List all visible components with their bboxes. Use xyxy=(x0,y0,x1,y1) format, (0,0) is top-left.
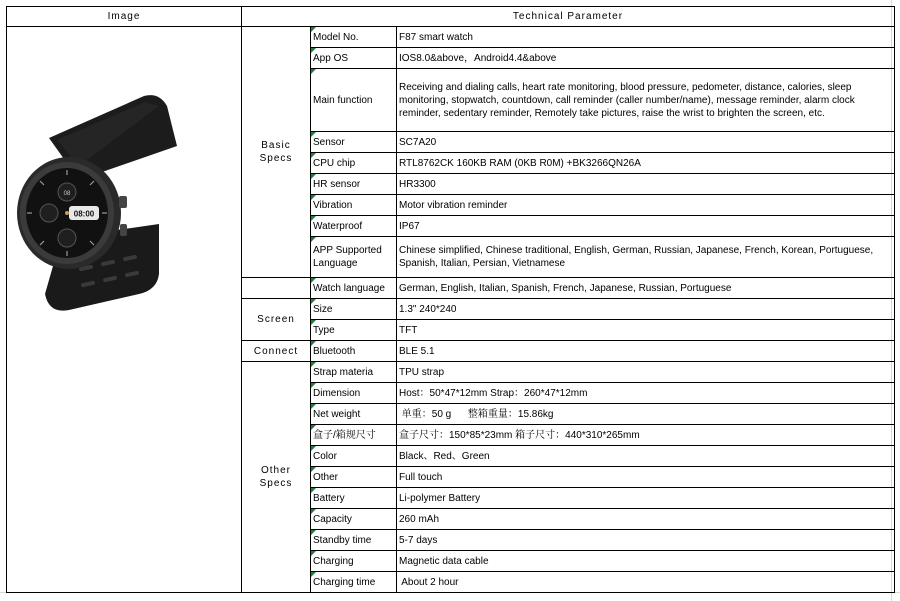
row-label-text: Waterproof xyxy=(313,220,363,232)
row-value: Chinese simplified, Chinese traditional, English, German, Russian, Japanese, French, Korean, Portuguese, Spanish, Italian, Persian, Vietnamese xyxy=(397,237,895,278)
smartwatch-image xyxy=(9,28,239,591)
row-value: IOS8.0&above，Android4.4&above xyxy=(397,48,895,69)
row-label xyxy=(311,341,397,362)
row-label xyxy=(311,174,397,195)
row-label-text: Charging xyxy=(313,555,354,567)
row-value: 260 mAh xyxy=(397,509,895,530)
cell-comment-marker xyxy=(311,551,316,556)
cell-comment-marker xyxy=(311,48,316,53)
row-value: TPU strap xyxy=(397,362,895,383)
row-label xyxy=(311,362,397,383)
row-value: About 2 hour xyxy=(397,572,895,593)
cell-comment-marker xyxy=(311,572,316,577)
row-value: HR3300 xyxy=(397,174,895,195)
subdial-left xyxy=(40,204,58,222)
parameter-column-header: Technical Parameter xyxy=(242,7,895,27)
row-label xyxy=(311,446,397,467)
image-column-header: Image xyxy=(7,7,242,27)
cell-comment-marker xyxy=(311,341,316,346)
crown-button-bottom xyxy=(120,224,127,236)
row-label xyxy=(311,551,397,572)
group-label-screen: Screen xyxy=(242,299,311,341)
crown-button-top xyxy=(119,196,127,208)
row-label-text: Standby time xyxy=(313,534,372,546)
row-label xyxy=(311,467,397,488)
cell-comment-marker xyxy=(311,404,316,409)
cell-comment-marker xyxy=(311,216,316,221)
row-label-text: Charging time xyxy=(313,576,376,588)
row-label-text: 盒子/箱规尺寸 xyxy=(313,429,376,441)
dial-center-pin xyxy=(65,211,69,215)
row-label-text: Other xyxy=(313,471,339,483)
row-label-text: HR sensor xyxy=(313,178,361,190)
row-value: Receiving and dialing calls, heart rate monitoring, blood pressure, pedometer, distance, calories, sleep monitoring, stopwatch, countdown, call reminder (caller number/name), message reminder, alarm clock reminder, sedentary reminder, Remotely take pictures, raise the wrist to brighten the screen, etc. xyxy=(397,69,895,132)
row-label xyxy=(311,383,397,404)
row-label xyxy=(311,132,397,153)
row-value: 5-7 days xyxy=(397,530,895,551)
row-label-text: Dimension xyxy=(313,387,361,399)
spec-table xyxy=(6,6,895,593)
row-label xyxy=(311,425,397,446)
row-label-text: Type xyxy=(313,324,335,336)
row-label xyxy=(311,237,397,278)
cell-comment-marker xyxy=(311,509,316,514)
row-label-text: Strap materia xyxy=(313,366,374,378)
row-value: Li-polymer Battery xyxy=(397,488,895,509)
row-value: F87 smart watch xyxy=(397,27,895,48)
cell-comment-marker xyxy=(311,132,316,137)
cell-comment-marker xyxy=(311,530,316,535)
row-label xyxy=(311,27,397,48)
row-value: IP67 xyxy=(397,216,895,237)
row-label-text: Model No. xyxy=(313,31,359,43)
row-label-text: CPU chip xyxy=(313,157,356,169)
row-label-text: Capacity xyxy=(313,513,352,525)
cell-comment-marker xyxy=(311,69,316,74)
row-label-text: Battery xyxy=(313,492,345,504)
date-display: 08 xyxy=(63,191,71,197)
cell-comment-marker xyxy=(311,362,316,367)
cell-comment-marker xyxy=(311,174,316,179)
group-label-connect: Connect xyxy=(242,341,311,362)
row-value: RTL8762CK 160KB RAM (0KB R0M) +BK3266QN26A xyxy=(397,153,895,174)
group-label-other-specs xyxy=(242,362,311,593)
row-label-text: Net weight xyxy=(313,408,361,420)
header-row xyxy=(7,7,895,27)
row-value: Black、Red、Green xyxy=(397,446,895,467)
row-label-text: Main function xyxy=(313,94,373,106)
row-value: TFT xyxy=(397,320,895,341)
cell-comment-marker xyxy=(311,237,316,242)
table-row xyxy=(7,27,895,48)
row-label xyxy=(311,299,397,320)
cell-comment-marker xyxy=(311,27,316,32)
row-label xyxy=(311,69,397,132)
row-label-text: Sensor xyxy=(313,136,345,148)
row-value: Full touch xyxy=(397,467,895,488)
row-value: Motor vibration reminder xyxy=(397,195,895,216)
row-label xyxy=(311,153,397,174)
cell-comment-marker xyxy=(311,299,316,304)
row-value: 单重：50 g 整箱重量：15.86kg xyxy=(397,404,895,425)
group-label-basic-specs xyxy=(242,27,311,278)
row-label xyxy=(311,320,397,341)
row-label xyxy=(311,509,397,530)
cell-comment-marker xyxy=(311,278,316,283)
row-label xyxy=(311,488,397,509)
cell-comment-marker xyxy=(311,383,316,388)
cell-comment-marker xyxy=(311,467,316,472)
row-label-text: Watch language xyxy=(313,282,385,294)
group-label-text: Other Specs xyxy=(259,465,293,489)
row-label-text: Bluetooth xyxy=(313,345,356,357)
row-label xyxy=(311,530,397,551)
group-label-empty xyxy=(242,278,311,299)
row-value: BLE 5.1 xyxy=(397,341,895,362)
row-label xyxy=(311,278,397,299)
row-label xyxy=(311,48,397,69)
row-value: German, English, Italian, Spanish, French, Japanese, Russian, Portuguese xyxy=(397,278,895,299)
row-value: 1.3" 240*240 xyxy=(397,299,895,320)
row-label-text: Vibration xyxy=(313,199,353,211)
group-label-text: Basic Specs xyxy=(259,140,293,164)
row-label-text: APP Supported Language xyxy=(313,245,382,269)
row-label xyxy=(311,216,397,237)
cell-comment-marker xyxy=(311,320,316,325)
cell-comment-marker xyxy=(311,425,316,430)
row-value: 盒子尺寸：150*85*23mm 箱子尺寸：440*310*265mm xyxy=(397,425,895,446)
subdial-bottom xyxy=(58,229,76,247)
cell-comment-marker xyxy=(311,446,316,451)
product-image-cell xyxy=(7,27,242,593)
time-display: 08:00 xyxy=(73,209,95,219)
row-value: SC7A20 xyxy=(397,132,895,153)
row-label xyxy=(311,195,397,216)
row-label-text: Color xyxy=(313,450,337,462)
row-label-text: App OS xyxy=(313,52,349,64)
row-label xyxy=(311,404,397,425)
cell-comment-marker xyxy=(311,488,316,493)
row-value: Host：50*47*12mm Strap：260*47*12mm xyxy=(397,383,895,404)
row-label xyxy=(311,572,397,593)
cell-comment-marker xyxy=(311,153,316,158)
cell-comment-marker xyxy=(311,195,316,200)
row-value: Magnetic data cable xyxy=(397,551,895,572)
row-label-text: Size xyxy=(313,303,333,315)
